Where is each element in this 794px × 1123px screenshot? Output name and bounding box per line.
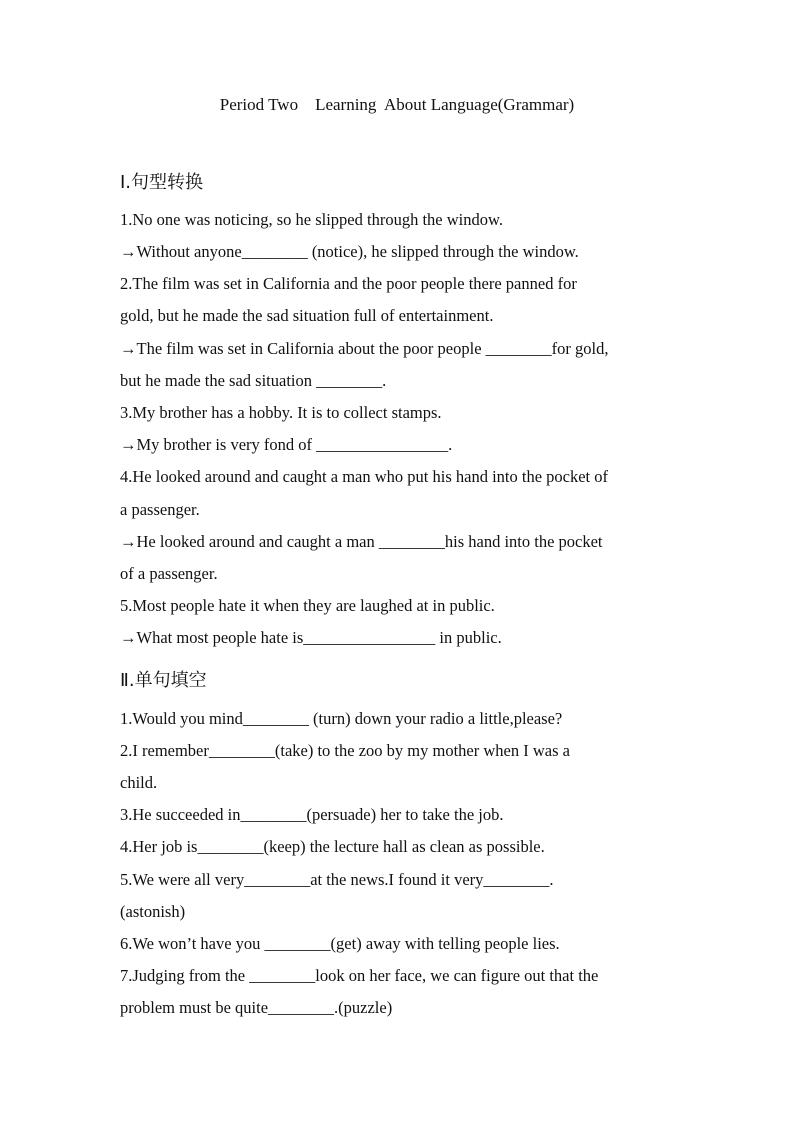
exercise-line: (astonish) (120, 902, 186, 921)
exercise-line: but he made the sad situation ________. (120, 371, 387, 390)
exercise-line: 5.We were all very________at the news.I found it very________. (120, 870, 554, 889)
exercise-line: 2.I remember________(take) to the zoo by my mother when I was a (120, 741, 570, 760)
exercise-line: →He looked around and caught a man ________his hand into the pocket (120, 532, 603, 551)
exercise-line: 5.Most people hate it when they are laughed at in public. (120, 596, 495, 615)
exercise-line: 3.My brother has a hobby. It is to collect stamps. (120, 403, 442, 422)
exercise-line: 7.Judging from the ________look on her face, we can figure out that the (120, 966, 599, 985)
exercise-line: 4.Her job is________(keep) the lecture hall as clean as possible. (120, 837, 545, 856)
exercise-line: child. (120, 773, 158, 792)
exercise-line: a passenger. (120, 500, 200, 519)
exercise-line: problem must be quite________.(puzzle) (120, 998, 393, 1017)
exercise-line: →Without anyone________ (notice), he slipped through the window. (120, 242, 579, 261)
section-heading-fill-in-blank: Ⅱ.单句填空 (120, 670, 207, 691)
page-title: Period Two Learning About Language(Grammar) (219, 95, 575, 114)
section-heading-sentence-transformation: Ⅰ.句型转换 (120, 172, 204, 193)
exercise-line: 1.No one was noticing, so he slipped through the window. (120, 210, 503, 229)
exercise-line: gold, but he made the sad situation full of entertainment. (120, 306, 494, 325)
exercise-line: 4.He looked around and caught a man who put his hand into the pocket of (120, 467, 609, 486)
exercise-line: 6.We won’t have you ________(get) away with telling people lies. (120, 934, 560, 953)
exercise-line: 2.The film was set in California and the poor people there panned for (120, 274, 577, 293)
exercise-line: 3.He succeeded in________(persuade) her to take the job. (120, 805, 504, 824)
exercise-line: →What most people hate is________________ in public. (120, 628, 502, 647)
exercise-line: 1.Would you mind________ (turn) down your radio a little,please? (120, 709, 563, 728)
exercise-line: of a passenger. (120, 564, 218, 583)
exercise-line: →The film was set in California about the poor people ________for gold, (120, 339, 609, 358)
exercise-line: →My brother is very fond of ________________. (120, 435, 453, 454)
